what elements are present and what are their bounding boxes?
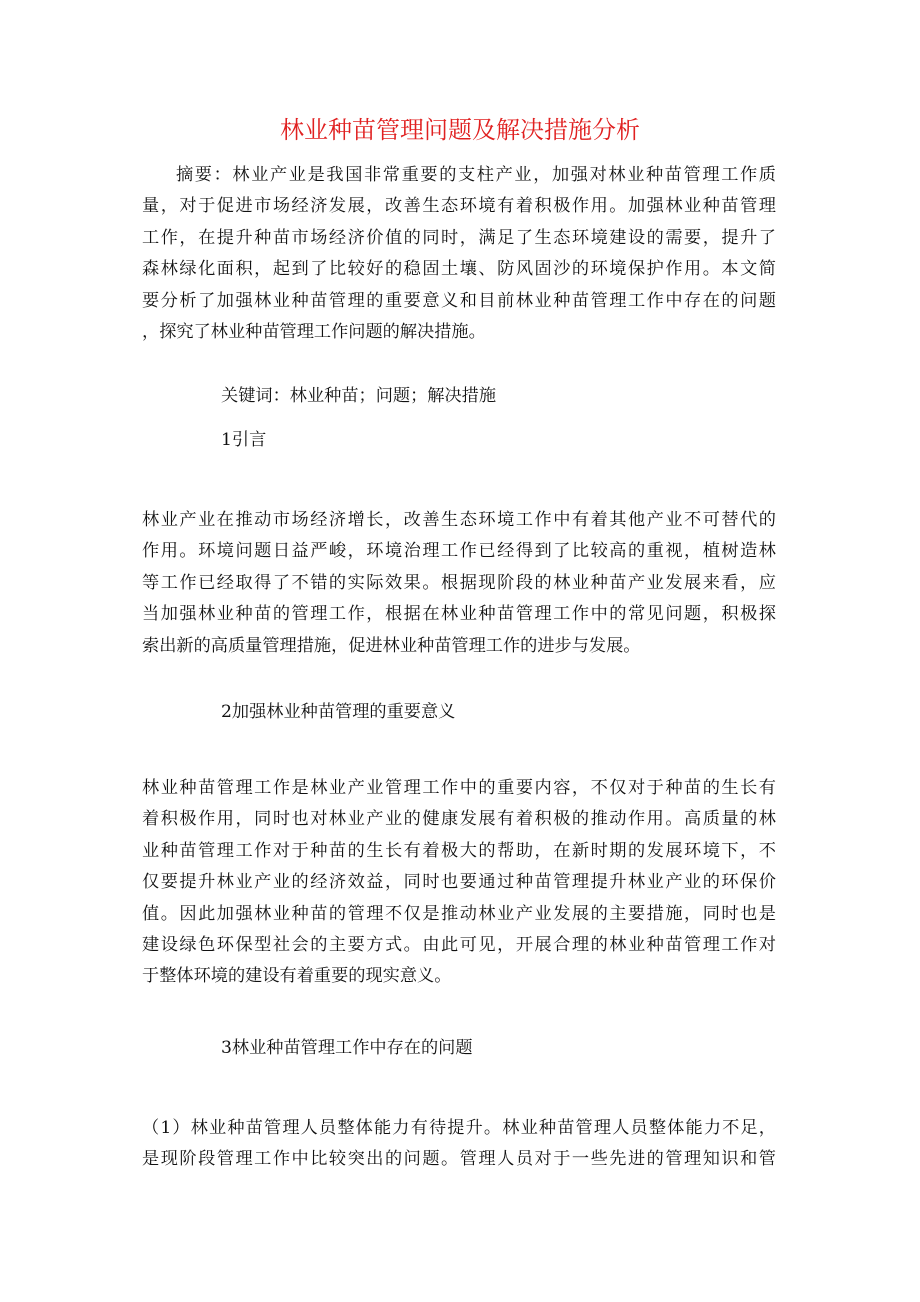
- document-title: 林业种苗管理问题及解决措施分析: [280, 116, 640, 144]
- section-1-paragraph: [142, 505, 776, 662]
- section-2-paragraph: [142, 773, 776, 993]
- section-2-line: 于整体环境的建设有着重要的现实意义。: [142, 966, 452, 987]
- section-1-line: 林业产业在推动市场经济增长，改善生态环境工作中有着其他产业不可替代的: [142, 510, 776, 530]
- abstract-paragraph: [142, 160, 776, 348]
- section-1-line: 索出新的高质量管理措施，促进林业种苗管理工作的进步与发展。: [142, 635, 641, 656]
- abstract-line: ，探究了林业种苗管理工作问题的解决措施。: [142, 322, 486, 343]
- abstract-line: 要分析了加强林业种苗管理的重要意义和目前林业种苗管理工作中存在的问题: [142, 290, 776, 311]
- abstract-line: 量，对于促进市场经济发展，改善生态环境有着积极作用。加强林业种苗管理: [142, 196, 776, 217]
- abstract-line: 森林绿化面积，起到了比较好的稳固土壤、防风固沙的环境保护作用。本文简: [142, 259, 776, 280]
- section-2-line: 业种苗管理工作对于种苗的生长有着极大的帮助，在新时期的发展环境下，不: [142, 840, 776, 861]
- section-heading-3: 3林业种苗管理工作中存在的问题: [221, 1038, 473, 1058]
- section-1-line: 当加强林业种苗的管理工作，根据在林业种苗管理工作中的常见问题，积极探: [142, 604, 776, 625]
- section-2-line: 仅要提升林业产业的经济效益，同时也要通过种苗管理提升林业产业的环保价: [142, 872, 776, 893]
- keywords-line: 关键词：林业种苗；问题；解决措施: [221, 386, 497, 406]
- section-3-line: （1）林业种苗管理人员整体能力有待提升。林业种苗管理人员整体能力不足，: [142, 1118, 776, 1138]
- section-1-line: 等工作已经取得了不错的实际效果。根据现阶段的林业种苗产业发展来看，应: [142, 572, 776, 593]
- section-2-line: 值。因此加强林业种苗的管理不仅是推动林业产业发展的主要措施，同时也是: [142, 903, 776, 924]
- section-3-paragraph: [142, 1113, 776, 1176]
- abstract-line: 摘要：林业产业是我国非常重要的支柱产业，加强对林业种苗管理工作质: [176, 165, 776, 185]
- section-2-line: 建设绿色环保型社会的主要方式。由此可见，开展合理的林业种苗管理工作对: [142, 935, 776, 956]
- section-heading-2: 2加强林业种苗管理的重要意义: [221, 702, 456, 722]
- section-2-line: 林业种苗管理工作是林业产业管理工作中的重要内容，不仅对于种苗的生长有: [142, 778, 776, 798]
- section-heading-1: 1引言: [221, 430, 267, 450]
- section-2-line: 着积极作用，同时也对林业产业的健康发展有着积极的推动作用。高质量的林: [142, 809, 776, 830]
- section-3-line: 是现阶段管理工作中比较突出的问题。管理人员对于一些先进的管理知识和管: [142, 1149, 776, 1170]
- section-1-line: 作用。环境问题日益严峻，环境治理工作已经得到了比较高的重视，植树造林: [142, 541, 776, 562]
- abstract-line: 工作，在提升种苗市场经济价值的同时，满足了生态环境建设的需要，提升了: [142, 227, 776, 248]
